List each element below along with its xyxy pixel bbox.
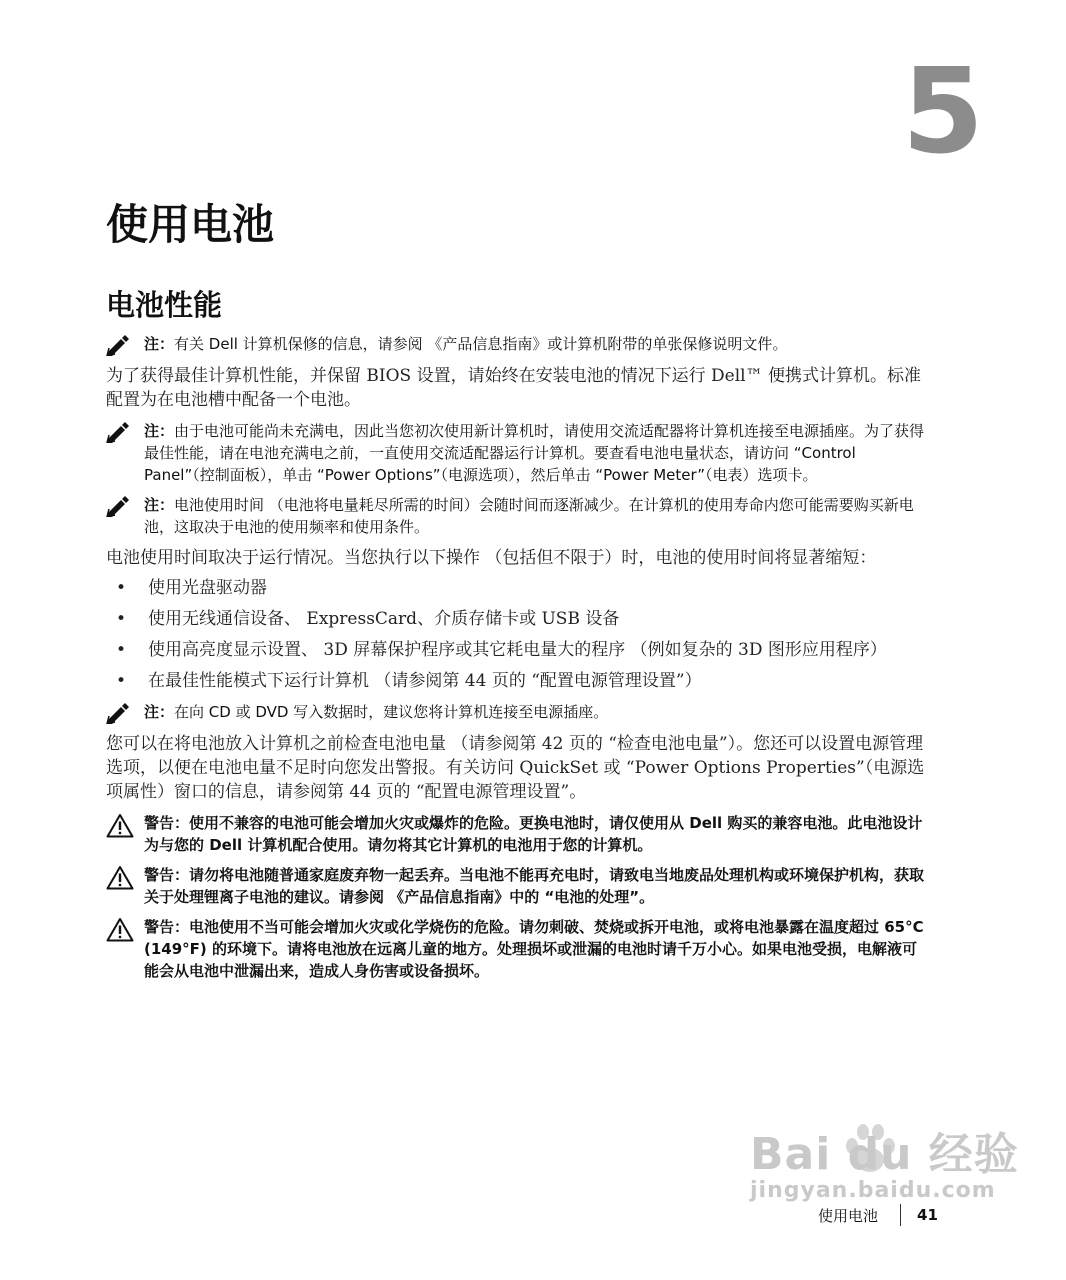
bullet-dot: • [116,578,127,599]
watermark-url: jingyan.baidu.com [750,1178,996,1203]
list-item: • 使用无线通信设备、 ExpressCard、介质存储卡或 USB 设备 [116,609,620,630]
bullet-dot: • [116,609,127,630]
warning-2-text: 请勿将电池随普通家庭废弃物一起丢弃。当电池不能再充电时，请致电当地废品处理机构或环境保护机构，获取关于处理锂离子电池的建议。请参阅 《产品信息指南》中的 “电池的处理”。 [144,866,925,907]
bullet-dot: • [116,640,127,661]
pencil-note-icon [106,420,144,443]
note-4-text: 在向 CD 或 DVD 写入数据时，建议您将计算机连接至电源插座。 [174,703,609,722]
paragraph-1: 为了获得最佳计算机性能，并保留 BIOS 设置，请始终在安装电池的情况下运行 Dell™ 便携式计算机。标准配置为在电池槽中配备一个电池。 [106,366,921,411]
warning-2 [106,864,926,908]
footer-title: 使用电池 [818,1206,879,1225]
chapter-number: 5 [901,42,984,180]
note-label: 注： [144,496,175,515]
warning-triangle-icon [106,812,144,838]
section-title: 电池性能 [106,288,223,323]
note-1-text: 有关 Dell 计算机保修的信息，请参阅 《产品信息指南》或计算机附带的单张保修说明文件。 [174,335,788,354]
note-4 [106,701,926,724]
warning-1 [106,812,926,856]
list-item: • 在最佳性能模式下运行计算机 （请参阅第 44 页的 “配置电源管理设置”） [116,671,702,692]
footer-divider [900,1204,901,1226]
pencil-note-icon [106,333,144,356]
pencil-note-icon [106,494,144,517]
warning-triangle-icon [106,916,144,942]
warning-1-text: 使用不兼容的电池可能会增加火灾或爆炸的危险。更换电池时，请仅使用从 Dell 购买的兼容电池。此电池设计为与您的 Dell 计算机配合使用。请勿将其它计算机的电池用于您的计算机。 [144,814,923,855]
list-item: • 使用高亮度显示设置、 3D 屏幕保护程序或其它耗电量大的程序 （例如复杂的 3D 图形应用程序） [116,640,887,661]
page-footer [818,1204,938,1226]
warning-label: 警告： [144,814,190,833]
note-3-text: 电池使用时间 （电池将电量耗尽所需的时间）会随时间而逐渐减少。在计算机的使用寿命内您可能需要购买新电池，这取决于电池的使用频率和使用条件。 [144,496,914,537]
note-3 [106,494,926,538]
bullet-list [106,576,926,693]
note-label: 注： [144,703,175,722]
bullet-dot: • [116,671,127,692]
warning-label: 警告： [144,918,190,937]
note-2-text: 由于电池可能尚未充满电，因此当您初次使用新计算机时，请使用交流适配器将计算机连接至电源插座。为了获得最佳性能，请在电池充满电之前，一直使用交流适配器运行计算机。要查看电池电量状态，请访问 “Control Panel”（控制面板），单击 “Power Options”（电源选项），然后单击 “Power Meter”（电表）选项卡。 [144,422,925,485]
warning-3-text: 电池使用不当可能会增加火灾或化学烧伤的危险。请勿刺破、焚烧或拆开电池，或将电池暴露在温度超过 65°C (149°F) 的环境下。请将电池放在远离儿童的地方。处理损坏或泄漏的电池时请千万小心。如果电池受损，电解液可能会从电池中泄漏出来，造成人身伤害或设备损坏。 [144,918,924,981]
note-label: 注： [144,422,175,441]
note-label: 注： [144,335,175,354]
note-2 [106,420,926,486]
warning-triangle-icon [106,864,144,890]
paragraph-3: 您可以在将电池放入计算机之前检查电池电量 （请参阅第 42 页的 “检查电池电量”）。您还可以设置电源管理选项，以便在电池电量不足时向您发出警报。有关访问 QuickSet 或 “Power Options Properties”（电源选项属性）窗口的信息，请参阅第 44 页的 “配置电源管理设置”。 [106,734,925,803]
warning-3 [106,916,926,982]
pencil-note-icon [106,701,144,724]
note-1 [106,333,926,356]
watermark [750,1118,1019,1203]
watermark-logo: Bai du 经验 [750,1129,1019,1180]
page-number: 41 [917,1206,938,1224]
paragraph-2: 电池使用时间取决于运行情况。当您执行以下操作 （包括但不限于）时，电池的使用时间将显著缩短： [106,548,877,569]
page-content [106,200,926,990]
chapter-title: 使用电池 [106,200,275,249]
list-item: • 使用光盘驱动器 [116,578,267,599]
warning-label: 警告： [144,866,190,885]
